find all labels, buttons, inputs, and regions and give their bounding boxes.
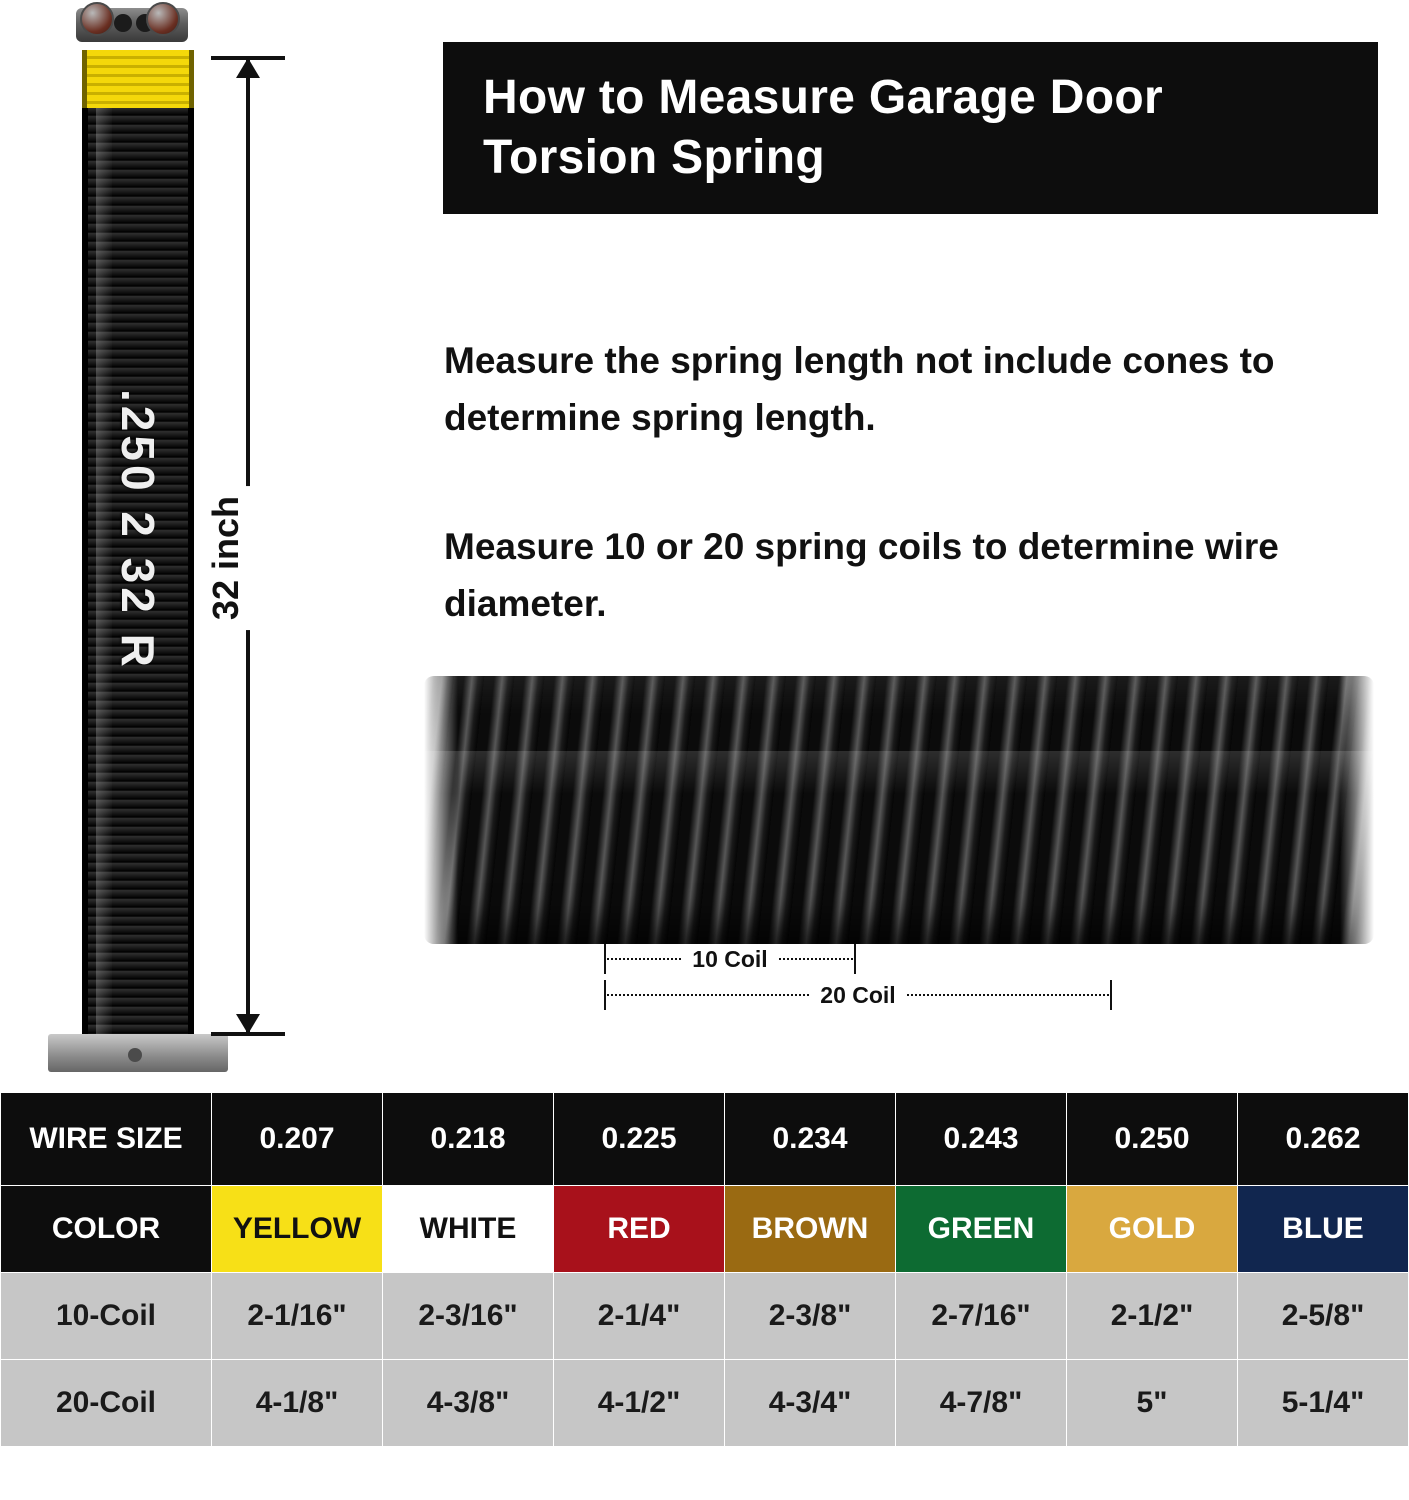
spring-stamp-text: .250 2 32 R [112,389,164,671]
coil-photo-left-fade [424,676,458,944]
color-cell-green: GREEN [896,1186,1067,1273]
ten-coil-cell-4: 2-3/8" [725,1273,896,1360]
wire-size-cell-5: 0.243 [896,1093,1067,1186]
page-title-line-2: Torsion Spring [483,131,825,184]
twenty-coil-dimension [604,980,1112,1010]
ten-coil-label: 10 Coil [682,944,777,974]
color-cell-brown: BROWN [725,1186,896,1273]
twenty-coil-label: 20 Coil [810,980,905,1010]
color-cell-blue: BLUE [1238,1186,1409,1273]
arrow-up-icon [236,58,260,78]
cone-set-screw-icon [80,2,114,36]
ten-coil-cell-3: 2-1/4" [554,1273,725,1360]
cone-hole-icon [114,14,132,32]
color-cell-white: WHITE [383,1186,554,1273]
spring-length-label: 32 inch [205,486,291,630]
table-header-20-coil: 20-Coil [1,1360,212,1447]
twenty-coil-cell-5: 4-7/8" [896,1360,1067,1447]
wire-size-cell-4: 0.234 [725,1093,896,1186]
coil-closeup-photo [424,676,1374,944]
ten-coil-cell-7: 2-5/8" [1238,1273,1409,1360]
table-row [1,1186,1409,1273]
dimension-tick-right [1110,980,1112,1010]
twenty-coil-cell-6: 5" [1067,1360,1238,1447]
dimension-tick-left [604,980,606,1010]
twenty-coil-cell-3: 4-1/2" [554,1360,725,1447]
ten-coil-cell-1: 2-1/16" [212,1273,383,1360]
color-cell-red: RED [554,1186,725,1273]
table-row [1,1093,1409,1186]
cone-set-screw-icon [146,2,180,36]
color-cell-yellow: YELLOW [212,1186,383,1273]
instruction-text-1: Measure the spring length not include cones to determine spring length. [444,340,1275,439]
ten-coil-dimension [604,944,856,974]
twenty-coil-cell-2: 4-3/8" [383,1360,554,1447]
dimension-tick-right [854,944,856,974]
spring-length-dimension [205,56,295,1036]
spring-color-band-yellow [82,50,194,112]
wire-size-table [0,1092,1409,1447]
wire-size-cell-1: 0.207 [212,1093,383,1186]
wire-size-cell-2: 0.218 [383,1093,554,1186]
twenty-coil-cell-1: 4-1/8" [212,1360,383,1447]
page-title-line-1: How to Measure Garage Door [483,71,1163,124]
ten-coil-cell-6: 2-1/2" [1067,1273,1238,1360]
mounting-plate-hole-icon [128,1048,142,1062]
title-banner [443,42,1378,214]
wire-size-cell-3: 0.225 [554,1093,725,1186]
spring-cone-top [70,2,195,54]
wire-size-cell-7: 0.262 [1238,1093,1409,1186]
twenty-coil-cell-7: 5-1/4" [1238,1360,1409,1447]
page-title [443,68,1163,188]
table-header-wire-size: WIRE SIZE [1,1093,212,1186]
dimension-tick-left [604,944,606,974]
wire-size-cell-6: 0.250 [1067,1093,1238,1186]
table-header-10-coil: 10-Coil [1,1273,212,1360]
coil-photo-right-fade [1340,676,1374,944]
twenty-coil-cell-4: 4-3/4" [725,1360,896,1447]
ten-coil-cell-2: 2-3/16" [383,1273,554,1360]
table-header-color: COLOR [1,1186,212,1273]
instruction-text-2: Measure 10 or 20 spring coils to determine wire diameter. [444,526,1279,625]
color-cell-gold: GOLD [1067,1186,1238,1273]
ten-coil-cell-5: 2-7/16" [896,1273,1067,1360]
arrow-down-icon [236,1014,260,1034]
table-row [1,1360,1409,1447]
table-row [1,1273,1409,1360]
